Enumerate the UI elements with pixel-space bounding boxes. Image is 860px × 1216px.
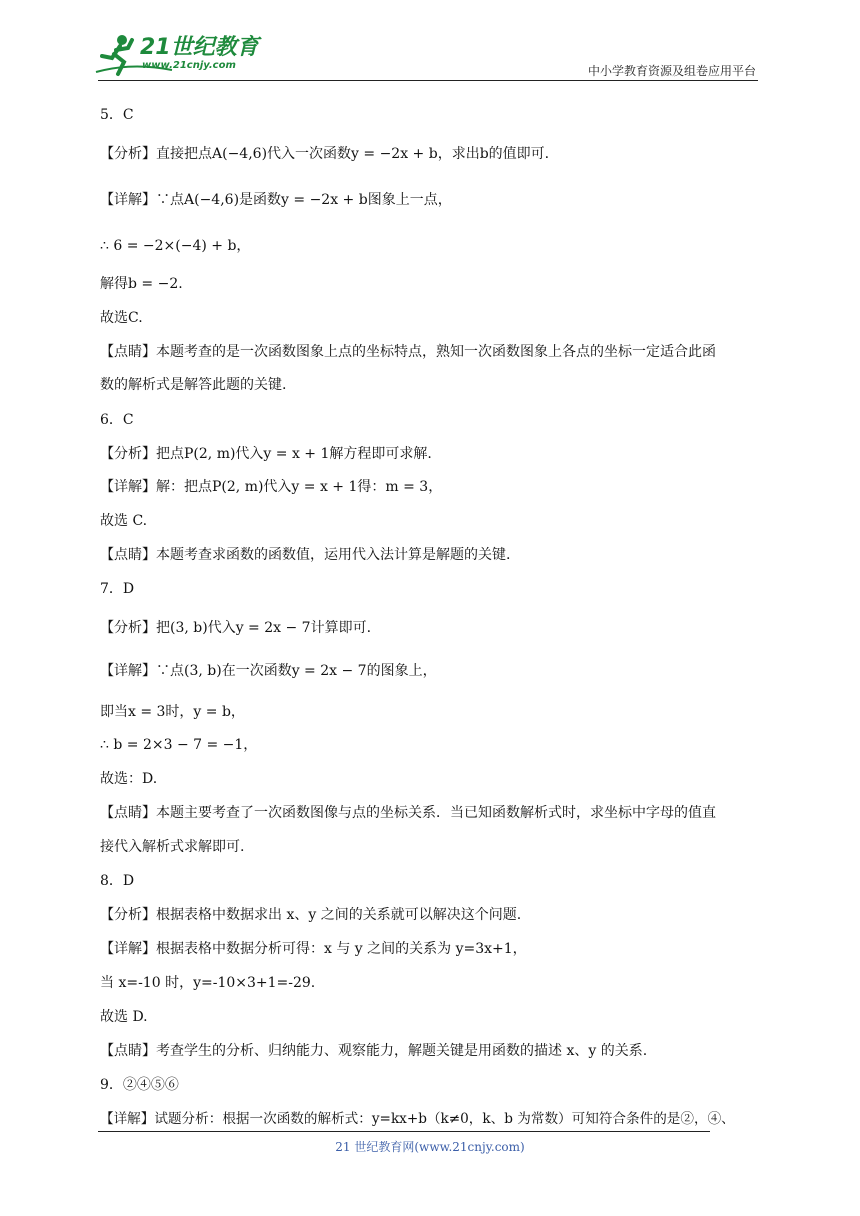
answer-8-choice: 故选 D. — [100, 1009, 148, 1025]
answer-7-calc: ∴ b = 2×3 − 7 = −1， — [100, 737, 258, 753]
answer-8-label: 8．D — [100, 873, 135, 889]
answer-6-choice: 故选 C. — [100, 513, 148, 529]
footer-source: 21 世纪教育网(www.21cnjy.com) — [335, 1140, 525, 1154]
answer-7-choice: 故选：D. — [100, 771, 158, 787]
answer-7-comment-cont: 接代入解析式求解即可. — [100, 839, 245, 855]
answer-7-analysis: 【分析】把(3, b)代入y = 2x − 7计算即可. — [100, 620, 372, 636]
answer-5-comment: 【点睛】本题考查的是一次函数图象上点的坐标特点，熟知一次函数图象上各点的坐标一定适合此函 — [100, 344, 716, 360]
answer-9-label: 9．②④⑤⑥ — [100, 1077, 179, 1093]
answer-8-detail: 【详解】根据表格中数据分析可得：x 与 y 之间的关系为 y=3x+1， — [100, 941, 527, 957]
answer-5-label: 5．C — [100, 107, 134, 123]
answer-9-detail: 【详解】试题分析：根据一次函数的解析式：y=kx+b（k≠0，k、b 为常数）可知符合条件的是②，④、 — [100, 1111, 735, 1127]
answer-7-comment: 【点睛】本题主要考查了一次函数图像与点的坐标关系．当已知函数解析式时，求坐标中字母的值直 — [100, 805, 716, 821]
answer-7-when: 即当x = 3时，y = b， — [100, 704, 245, 720]
answer-5-detail: 【详解】∵点A(−4,6)是函数y = −2x + b图象上一点， — [100, 192, 452, 208]
answer-5-step: ∴ 6 = −2×(−4) + b， — [100, 238, 251, 254]
answer-8-comment: 【点睛】考查学生的分析、归纳能力、观察能力，解题关键是用函数的描述 x、y 的关系. — [100, 1043, 648, 1059]
answer-5-comment-cont: 数的解析式是解答此题的关键. — [100, 377, 287, 393]
header-divider — [98, 80, 758, 81]
answer-5-analysis: 【分析】直接把点A(−4,6)代入一次函数y = −2x + b，求出b的值即可. — [100, 146, 550, 162]
page-header — [0, 0, 860, 90]
answer-6-detail: 【详解】解：把点P(2, m)代入y = x + 1得：m = 3， — [100, 479, 443, 495]
answer-7-detail: 【详解】∵点(3, b)在一次函数y = 2x − 7的图象上， — [100, 663, 437, 679]
answer-5-solve: 解得b = −2. — [100, 276, 183, 292]
footer-divider — [98, 1131, 710, 1132]
answer-7-label: 7．D — [100, 581, 135, 597]
logo-text: 21世纪教育 — [140, 35, 259, 60]
answer-6-comment: 【点睛】本题考查求函数的函数值，运用代入法计算是解题的关键. — [100, 547, 511, 563]
answer-6-label: 6．C — [100, 412, 134, 428]
answer-8-calc: 当 x=-10 时，y=-10×3+1=-29. — [100, 975, 316, 991]
answer-6-analysis: 【分析】把点P(2, m)代入y = x + 1解方程即可求解. — [100, 446, 432, 462]
logo-url: www.21cnjy.com — [142, 60, 236, 71]
answer-8-analysis: 【分析】根据表格中数据求出 x、y 之间的关系就可以解决这个问题. — [100, 907, 522, 923]
answer-5-choice: 故选C. — [100, 310, 143, 326]
platform-title: 中小学教育资源及组卷应用平台 — [587, 64, 756, 78]
